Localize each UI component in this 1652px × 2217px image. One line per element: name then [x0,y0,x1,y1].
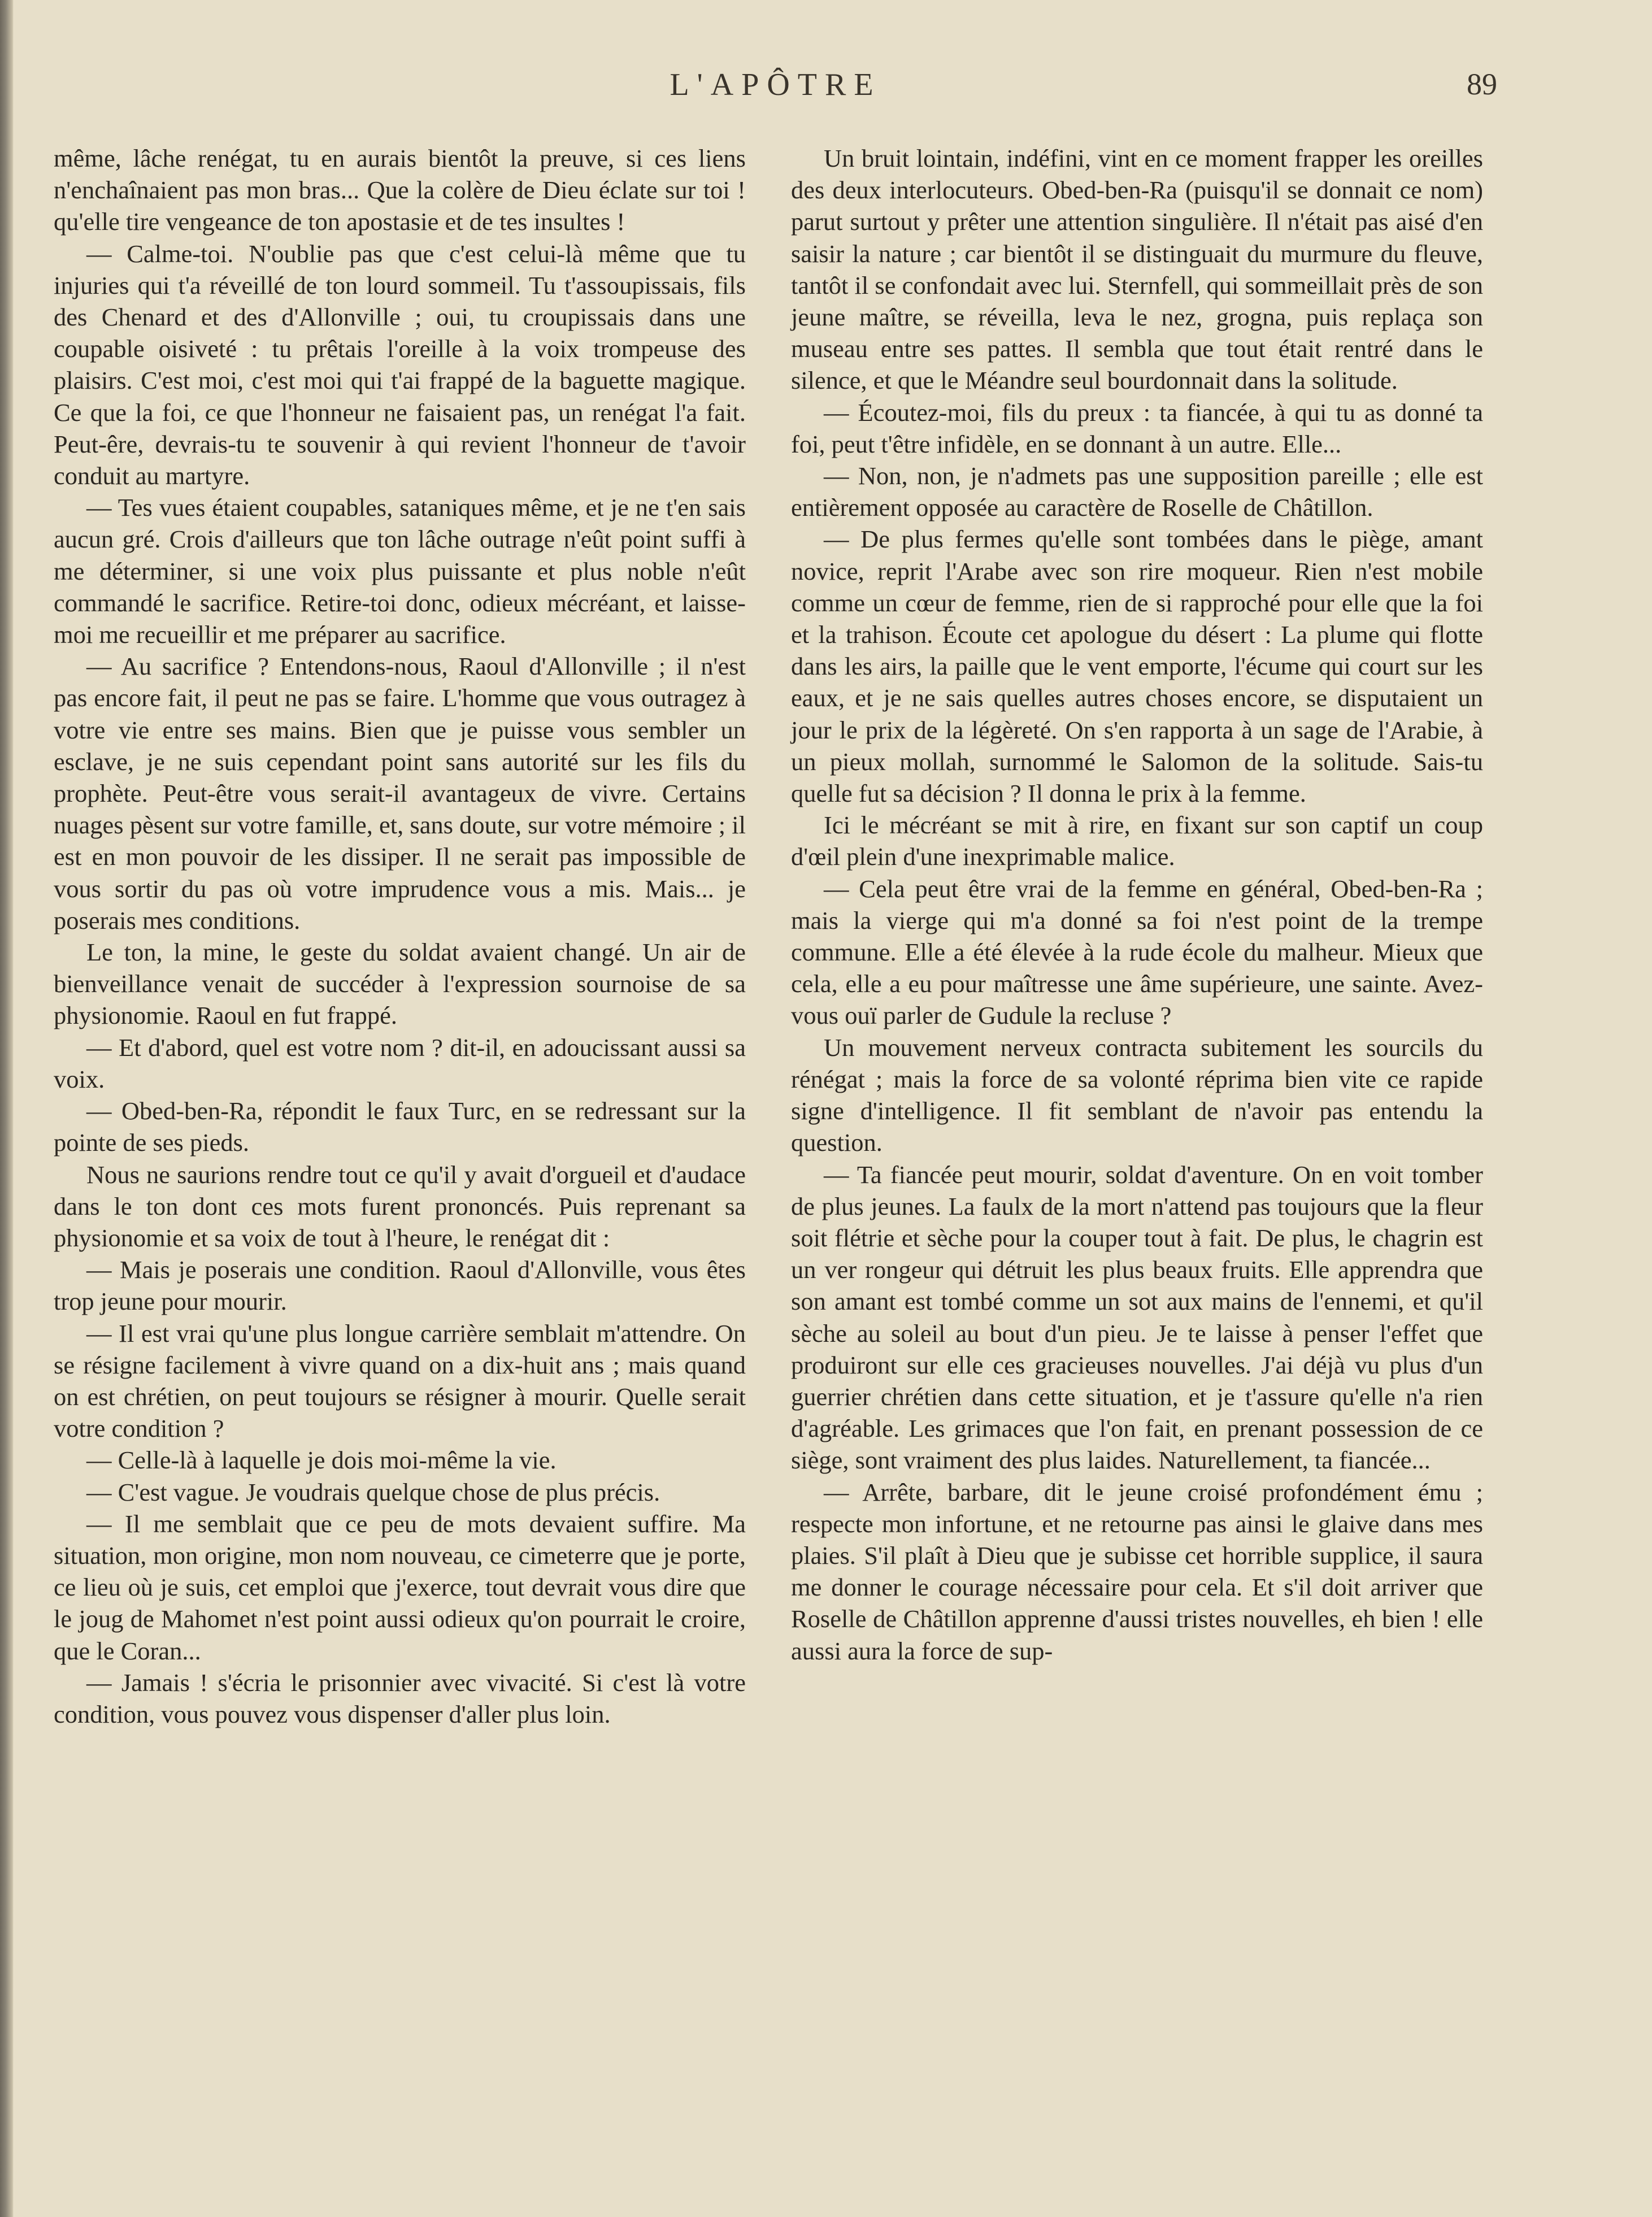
paragraph: Un mouvement nerveux contracta subitement les sourcils du rénégat ; mais la force de sa volonté réprima bien vite ce rapide signe d'intelligence. Il fit semblant de n'avoir pas entendu la question. [791,1033,1483,1157]
paragraph: Ici le mécréant se mit à rire, en fixant sur son captif un coup d'œil plein d'une inexprimable malice. [791,811,1483,871]
paragraph: Le ton, la mine, le geste du soldat avaient changé. Un air de bienveillance venait de succéder à l'expression sournoise de sa physionomie. Raoul en fut frappé. [54,938,746,1030]
page-header [54,67,1497,112]
paragraph: — Celle-là à laquelle je dois moi-même la vie. [86,1446,557,1475]
paragraph: — Écoutez-moi, fils du preux : ta fiancée, à qui tu as donné ta foi, peut t'être infidèle, en se donnant à un autre. Elle... [791,398,1483,458]
running-title: L'APÔTRE [670,67,881,102]
right-column [791,142,1483,1667]
paragraph: — De plus fermes qu'elle sont tombées dans le piège, amant novice, reprit l'Arabe avec son rire moqueur. Rien n'est mobile comme un cœur de femme, rien de si rapproché pour elle que la foi et la trahison. Écoute cet apologue du désert : La plume qui flotte dans les airs, la paille que le vent emporte, l'écume qui court sur les eaux, et je ne sais quelles autres choses encore, se disputaient un jour le prix de la légèreté. On s'en rapporta à un sage de l'Arabie, à un pieux mollah, surnommé le Salomon de la solitude. Sais-tu quelle fut sa décision ? Il donna le prix à la femme. [791,525,1483,808]
paragraph: Nous ne saurions rendre tout ce qu'il y avait d'orgueil et d'audace dans le ton dont ces mots furent prononcés. Puis reprenant sa physionomie et sa voix de tout à l'heure, le renégat dit : [54,1160,746,1252]
paragraph: — Mais je poserais une condition. Raoul d'Allonville, vous êtes trop jeune pour mourir. [54,1255,746,1316]
paragraph: — Il est vrai qu'une plus longue carrière semblait m'attendre. On se résigne facilement à vivre quand on a dix-huit ans ; mais quand on est chrétien, on peut toujours se résigner à mourir. Quelle serait votre condition ? [54,1319,746,1443]
paragraph: — Arrête, barbare, dit le jeune croisé profondément ému ; respecte mon infortune, et ne retourne pas ainsi le glaive dans mes plaies. S'il plaît à Dieu que je subisse cet horrible supplice, il saura me donner le courage nécessaire pour cela. Et s'il doit arriver que Roselle de Châtillon apprenne d'aussi tristes nouvelles, eh bien ! elle aussi aura la force de sup- [791,1477,1483,1665]
paragraph: — Tes vues étaient coupables, sataniques même, et je ne t'en sais aucun gré. Crois d'ailleurs que ton lâche outrage n'eût point suffi à me déterminer, si une voix plus puissante et plus noble n'eût commandé le sacrifice. Retire-toi donc, odieux mécréant, et laisse-moi me recueillir et me préparer au sacrifice. [54,493,746,649]
book-binding-edge [0,0,14,2217]
paragraph: — Cela peut être vrai de la femme en général, Obed-ben-Ra ; mais la vierge qui m'a donné sa foi n'est point de la trempe commune. Elle a été élevée à la rude école du malheur. Mieux que cela, elle a eu pour maîtresse une âme supérieure, une sainte. Avez-vous ouï parler de Gudule la recluse ? [791,874,1483,1030]
paragraph: — Ta fiancée peut mourir, soldat d'aventure. On en voit tomber de plus jeunes. La faulx de la mort n'attend pas toujours que la fleur soit flétrie et sèche pour la couper tout à fait. De plus, le chagrin est un ver rongeur qui détruit les plus beaux fruits. Elle apprendra que son amant est tombé comme un sot aux mains de l'ennemi, et qu'il sèche au soleil au bout d'un pieu. Je te laisse à penser l'effet que produiront sur elle ces gracieuses nouvelles. J'ai déjà vu plus d'un guerrier chrétien dans cette situation, et je t'assure qu'elle n'a rien d'agréable. Les grimaces que l'on fait, en prenant possession de ce siège, sont vraiment des plus laides. Naturellement, ta fiancée... [791,1160,1483,1475]
paragraph: — Au sacrifice ? Entendons-nous, Raoul d'Allonville ; il n'est pas encore fait, il peut ne pas se faire. L'homme que vous outragez à votre vie entre ses mains. Bien que je puisse vous sembler un esclave, je ne suis cependant point sans autorité sur les fils du prophète. Peut-être vous serait-il avantageux de vivre. Certains nuages pèsent sur votre famille, et, sans doute, sur votre mémoire ; il est en mon pouvoir de les dissiper. Il ne serait pas impossible de vous sortir du pas où votre imprudence vous a mis. Mais... je poserais mes conditions. [54,652,746,934]
paragraph: — C'est vague. Je voudrais quelque chose de plus précis. [86,1477,660,1506]
paragraph: — Jamais ! s'écria le prisonnier avec vivacité. Si c'est là votre condition, vous pouvez vous dispenser d'aller plus loin. [54,1668,746,1728]
paragraph: — Et d'abord, quel est votre nom ? dit-il, en adoucissant aussi sa voix. [54,1033,746,1093]
paragraph: — Non, non, je n'admets pas une supposition pareille ; elle est entièrement opposée au caractère de Roselle de Châtillon. [791,462,1483,522]
page-number: 89 [1467,67,1497,101]
paragraph: même, lâche renégat, tu en aurais bientôt la preuve, si ces liens n'enchaînaient pas mon bras... Que la colère de Dieu éclate sur toi ! qu'elle tire vengeance de ton apostasie et de tes insultes ! [54,144,746,236]
left-column [54,142,746,1730]
paragraph: — Il me semblait que ce peu de mots devaient suffire. Ma situation, mon origine, mon nom nouveau, ce cimeterre que je porte, ce lieu où je suis, cet emploi que j'exerce, tout devrait vous dire que le joug de Mahomet n'est point aussi odieux qu'on pourrait le croire, que le Coran... [54,1509,746,1665]
paragraph: — Obed-ben-Ra, répondit le faux Turc, en se redressant sur la pointe de ses pieds. [54,1097,746,1157]
paragraph: Un bruit lointain, indéfini, vint en ce moment frapper les oreilles des deux interlocuteurs. Obed-ben-Ra (puisqu'il se donnait ce nom) parut surtout y prêter une attention singulière. Il n'était pas aisé d'en saisir la nature ; car bientôt il se distinguait du murmure du fleuve, tantôt il se confondait avec lui. Sternfell, qui sommeillait près de son jeune maître, se réveilla, leva le nez, grogna, puis replaça son museau entre ses pattes. Il sembla que tout était rentré dans le silence, et que le Méandre seul bourdonnait dans la solitude. [791,144,1483,395]
paragraph: — Calme-toi. N'oublie pas que c'est celui-là même que tu injuries qui t'a réveillé de ton lourd sommeil. Tu t'assoupissais, fils des Chenard et des d'Allonville ; oui, tu croupissais dans une coupable oisiveté : tu prêtais l'oreille à la voix trompeuse des plaisirs. C'est moi, c'est moi qui t'ai frappé de la baguette magique. Ce que la foi, ce que l'honneur ne faisaient pas, un renégat l'a fait. Peut-êre, devrais-tu te souvenir à qui revient l'honneur de t'avoir conduit au martyre. [54,239,746,490]
